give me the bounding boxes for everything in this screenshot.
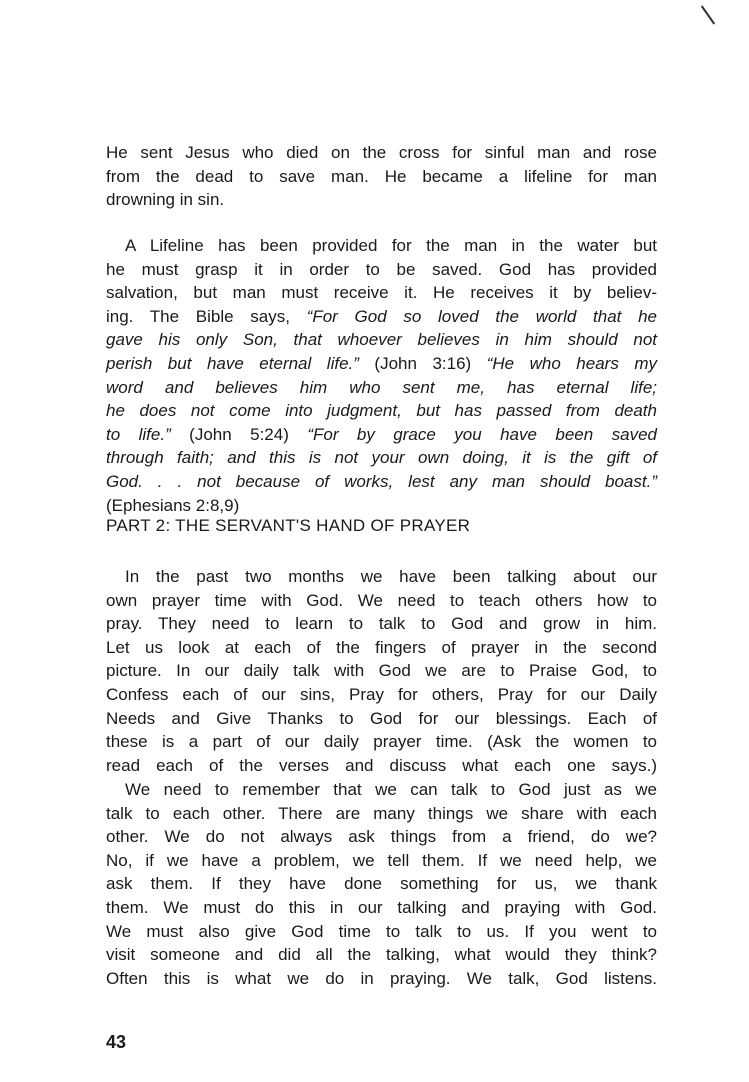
paragraph-lifeline-scripture bbox=[106, 234, 657, 517]
section-heading: PART 2: THE SERVANT'S HAND OF PRAYER bbox=[106, 516, 471, 535]
text-line bbox=[106, 328, 657, 352]
text-segment: picture. In our daily talk with God we are to Praise God, to bbox=[106, 661, 657, 681]
text-line bbox=[106, 352, 657, 376]
text-line bbox=[106, 825, 657, 849]
text-segment: (Ephesians 2:8,9) bbox=[106, 495, 240, 515]
text-segment: We must also give God time to talk to us. If you went to bbox=[106, 921, 657, 941]
text-segment: A Lifeline has been provided for the man in the water but bbox=[125, 236, 657, 255]
text-segment: talk to each other. There are many things we share with each bbox=[106, 803, 657, 823]
text-segment: In the past two months we have been talking about our bbox=[125, 567, 657, 586]
text-segment: Let us look at each of the fingers of prayer in the second bbox=[106, 637, 657, 657]
text-segment: He sent Jesus who died on the cross for sinful man and rose bbox=[106, 143, 657, 162]
text-line bbox=[106, 423, 657, 447]
text-line bbox=[106, 659, 657, 683]
text-line bbox=[106, 470, 657, 494]
text-segment: No, if we have a problem, we tell them. If we need help, we bbox=[106, 850, 657, 870]
text-segment: salvation, but man must receive it. He receives it by believ- bbox=[106, 283, 657, 303]
text-segment: other. We do not always ask things from a friend, do we? bbox=[106, 827, 657, 847]
text-line bbox=[106, 872, 657, 896]
text-line bbox=[106, 281, 657, 305]
text-line bbox=[106, 707, 657, 731]
text-line bbox=[106, 565, 657, 589]
scripture-quote: “For by grace you have been saved bbox=[307, 424, 657, 444]
paragraph-lifeline-intro bbox=[106, 141, 657, 212]
text-line bbox=[106, 683, 657, 707]
scripture-quote: perish but have eternal life.” bbox=[106, 353, 359, 373]
page-number: 43 bbox=[106, 1032, 127, 1052]
text-line bbox=[106, 849, 657, 873]
text-segment: read each of the verses and discuss what each one says.) bbox=[106, 755, 657, 775]
text-line bbox=[106, 967, 657, 991]
scripture-quote: “He who hears my bbox=[486, 353, 657, 373]
text-line bbox=[106, 589, 657, 613]
text-line bbox=[106, 446, 657, 470]
text-line bbox=[106, 188, 657, 212]
text-segment: Often this is what we do in praying. We talk, God listens. bbox=[106, 968, 657, 988]
text-segment: We need to remember that we can talk to God just as we bbox=[125, 780, 657, 799]
text-line bbox=[106, 165, 657, 189]
scripture-quote: through faith; and this is not your own doing, it is the gift of bbox=[106, 448, 657, 468]
scripture-quote: to life.” bbox=[106, 424, 171, 444]
text-line bbox=[106, 754, 657, 778]
text-line bbox=[106, 494, 657, 518]
text-segment: own prayer time with God. We need to teach others how to bbox=[106, 590, 657, 610]
text-line bbox=[106, 258, 657, 282]
scripture-quote: word and believes him who sent me, has eternal life; bbox=[106, 377, 657, 397]
scan-artifact bbox=[701, 5, 715, 24]
text-segment: (John 3:16) bbox=[358, 353, 487, 373]
scripture-quote: “For God so loved the world that he bbox=[306, 306, 657, 326]
text-segment: ask them. If they have done something for us, we thank bbox=[106, 874, 657, 894]
text-segment: these is a part of our daily prayer time. (Ask the women to bbox=[106, 732, 657, 752]
text-segment: (John 5:24) bbox=[170, 424, 308, 444]
text-segment: Confess each of our sins, Pray for others, Pray for our Daily bbox=[106, 684, 657, 704]
text-segment: them. We must do this in our talking and praying with God. bbox=[106, 897, 657, 917]
text-segment: ing. The Bible says, bbox=[106, 306, 307, 326]
paragraph-talk-to-god bbox=[106, 778, 657, 990]
paragraph-prayer-fingers bbox=[106, 565, 657, 777]
text-line bbox=[106, 376, 657, 400]
scripture-quote: gave his only Son, that whoever believes in him should not bbox=[106, 330, 657, 350]
text-segment: he must grasp it in order to be saved. God has provided bbox=[106, 259, 657, 279]
text-segment: Needs and Give Thanks to God for our blessings. Each of bbox=[106, 708, 657, 728]
scripture-quote: he does not come into judgment, but has passed from death bbox=[106, 401, 657, 421]
text-line bbox=[106, 802, 657, 826]
text-line bbox=[106, 896, 657, 920]
text-line bbox=[106, 730, 657, 754]
text-line bbox=[106, 234, 657, 258]
text-line bbox=[106, 920, 657, 944]
text-line bbox=[106, 612, 657, 636]
text-line bbox=[106, 778, 657, 802]
text-segment: visit someone and did all the talking, what would they think? bbox=[106, 945, 657, 965]
text-line bbox=[106, 943, 657, 967]
text-segment: drowning in sin. bbox=[106, 190, 225, 210]
scripture-quote: God. . . not because of works, lest any man should boast.” bbox=[106, 471, 657, 491]
text-line bbox=[106, 399, 657, 423]
text-line bbox=[106, 636, 657, 660]
text-segment: pray. They need to learn to talk to God and grow in him. bbox=[106, 614, 657, 634]
text-line bbox=[106, 141, 657, 165]
text-line bbox=[106, 305, 657, 329]
text-segment: from the dead to save man. He became a lifeline for man bbox=[106, 166, 657, 186]
